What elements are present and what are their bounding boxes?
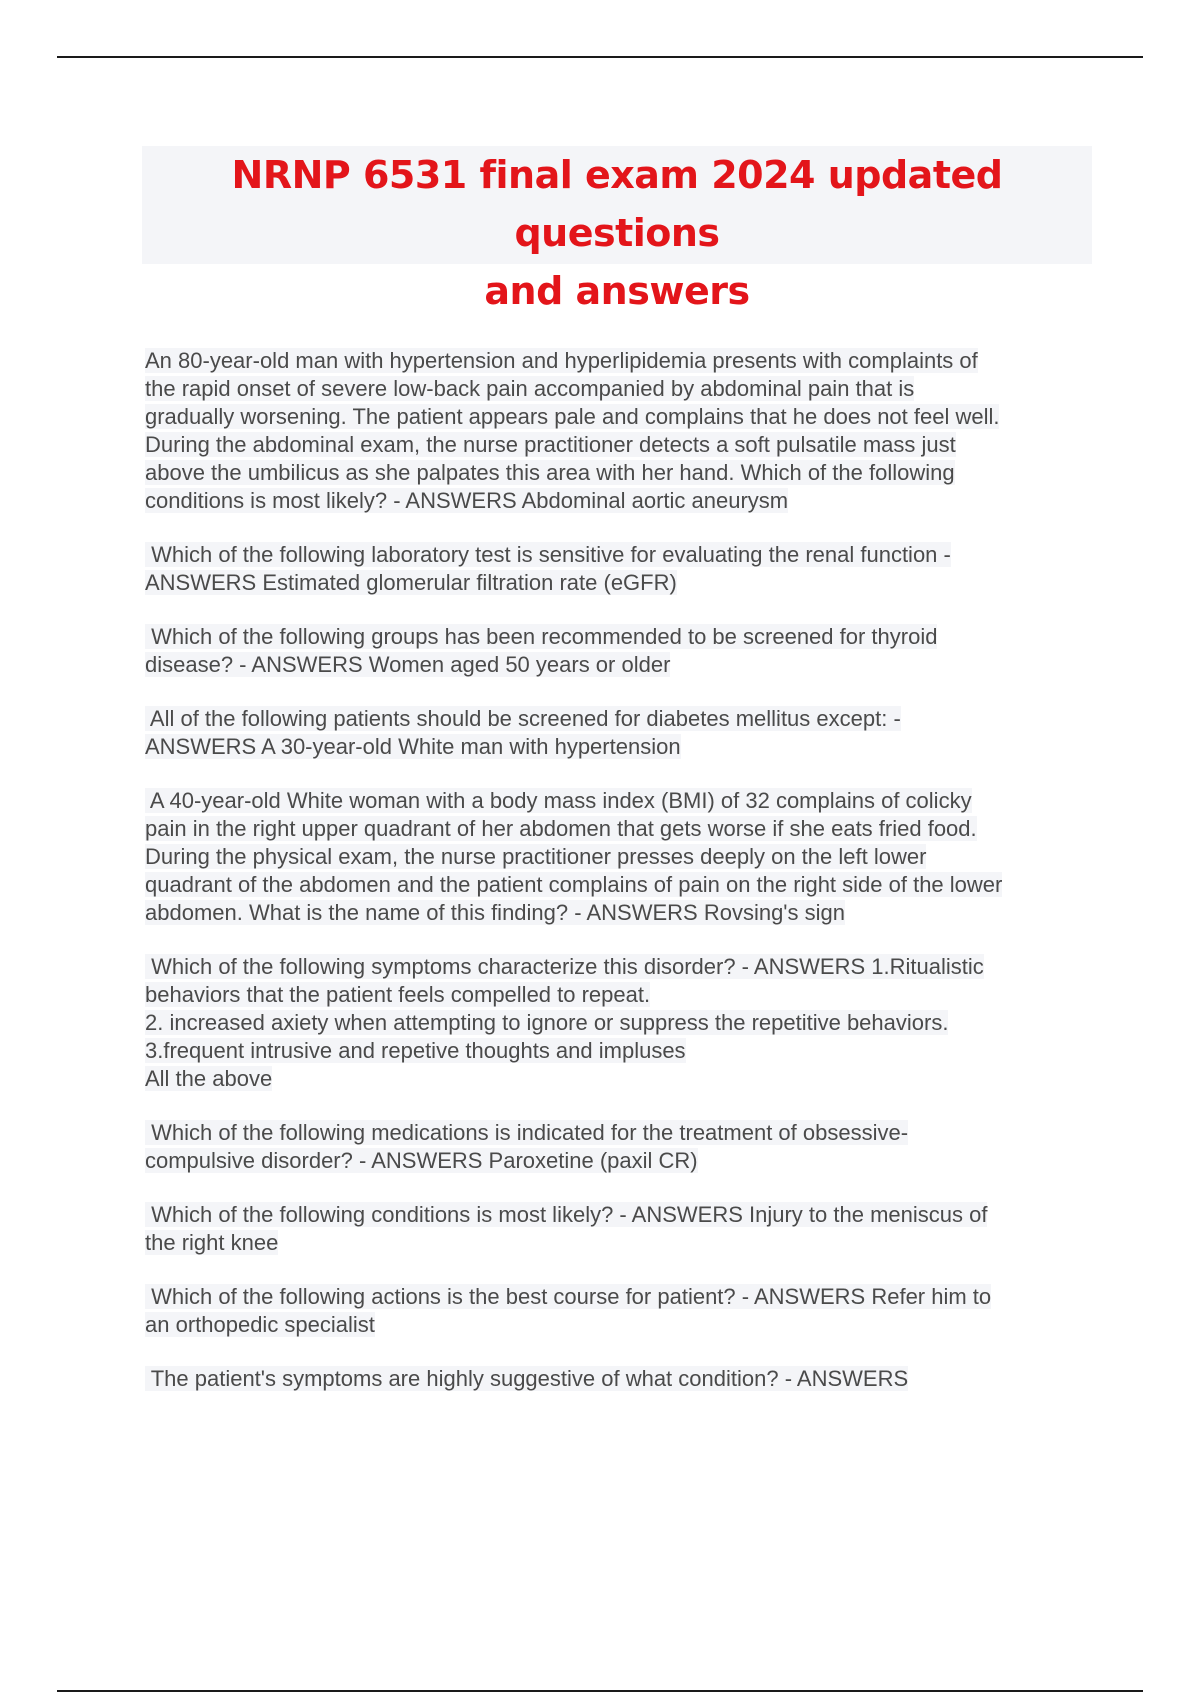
qa-line-text: disease? - ANSWERS Women aged 50 years or older (145, 652, 671, 677)
qa-line-text: The patient's symptoms are highly suggestive of what condition? - ANSWERS (145, 1366, 909, 1391)
qa-line (145, 1365, 1095, 1393)
qa-line-text: an orthopedic specialist (145, 1312, 375, 1337)
qa-line (145, 1283, 1095, 1311)
qa-line (145, 899, 1095, 927)
qa-line (145, 871, 1095, 899)
qa-line-text: An 80-year-old man with hypertension and hyperlipidemia presents with complaints of (145, 348, 978, 373)
qa-item (145, 623, 1095, 679)
title-line-1: NRNP 6531 final exam 2024 updated questions (231, 153, 1003, 255)
qa-line (145, 431, 1095, 459)
qa-line-text: pain in the right upper quadrant of her abdomen that gets worse if she eats fried food. (145, 816, 977, 841)
qa-line (145, 487, 1095, 515)
qa-line (145, 843, 1095, 871)
qa-line (145, 541, 1095, 569)
qa-line-text: abdomen. What is the name of this finding? - ANSWERS Rovsing's sign (145, 900, 845, 925)
qa-line-text: Which of the following groups has been recommended to be screened for thyroid (145, 624, 938, 649)
qa-line-text: 2. increased axiety when attempting to ignore or suppress the repetitive behaviors. (145, 1010, 949, 1035)
qa-line (145, 1311, 1095, 1339)
qa-line-text: behaviors that the patient feels compelled to repeat. (145, 982, 651, 1007)
qa-item (145, 1201, 1095, 1257)
qa-line (145, 459, 1095, 487)
qa-line-text: All of the following patients should be screened for diabetes mellitus except: - (145, 706, 901, 731)
qa-line (145, 981, 1095, 1009)
qa-line-text: the right knee (145, 1230, 279, 1255)
qa-line (145, 787, 1095, 815)
header-rule (57, 56, 1143, 58)
qa-item (145, 1119, 1095, 1175)
qa-line (145, 1147, 1095, 1175)
title-line-2: and answers (484, 269, 750, 313)
qa-item (145, 953, 1095, 1093)
qa-line (145, 1037, 1095, 1065)
qa-line-text: quadrant of the abdomen and the patient complains of pain on the right side of the lower (145, 872, 1003, 897)
qa-line (145, 623, 1095, 651)
title-box (142, 146, 1092, 313)
qa-item (145, 705, 1095, 761)
qa-line-text: A 40-year-old White woman with a body mass index (BMI) of 32 complains of colicky (145, 788, 972, 813)
qa-line-text: conditions is most likely? - ANSWERS Abdominal aortic aneurysm (145, 488, 789, 513)
qa-item (145, 787, 1095, 927)
qa-line (145, 1119, 1095, 1147)
qa-line-text: Which of the following laboratory test is sensitive for evaluating the renal function - (145, 542, 951, 567)
footer-rule (57, 1690, 1143, 1692)
qa-line (145, 1065, 1095, 1093)
qa-line (145, 953, 1095, 981)
qa-list (145, 347, 1095, 1419)
qa-line (145, 569, 1095, 597)
qa-item (145, 347, 1095, 515)
qa-line (145, 375, 1095, 403)
qa-line (145, 815, 1095, 843)
qa-line (145, 1229, 1095, 1257)
qa-line-text: compulsive disorder? - ANSWERS Paroxetine (paxil CR) (145, 1148, 698, 1173)
qa-line (145, 651, 1095, 679)
qa-line-text: Which of the following actions is the best course for patient? - ANSWERS Refer him to (145, 1284, 992, 1309)
qa-line (145, 403, 1095, 431)
document-title (142, 146, 1092, 320)
qa-line (145, 1009, 1095, 1037)
qa-line (145, 1201, 1095, 1229)
qa-line-text: Which of the following symptoms characterize this disorder? - ANSWERS 1.Ritualistic (145, 954, 984, 979)
qa-line-text: Which of the following medications is indicated for the treatment of obsessive- (145, 1120, 909, 1145)
qa-line-text: gradually worsening. The patient appears pale and complains that he does not feel well. (145, 404, 1000, 429)
qa-line (145, 347, 1095, 375)
qa-item (145, 1365, 1095, 1393)
qa-line-text: ANSWERS A 30-year-old White man with hypertension (145, 734, 681, 759)
qa-line-text: 3.frequent intrusive and repetive thoughts and impluses (145, 1038, 686, 1063)
qa-item (145, 1283, 1095, 1339)
qa-line-text: ANSWERS Estimated glomerular filtration rate (eGFR) (145, 570, 677, 595)
qa-line-text: During the physical exam, the nurse practitioner presses deeply on the left lower (145, 844, 927, 869)
qa-item (145, 541, 1095, 597)
qa-line (145, 733, 1095, 761)
qa-line-text: above the umbilicus as she palpates this area with her hand. Which of the following (145, 460, 955, 485)
qa-line-text: Which of the following conditions is most likely? - ANSWERS Injury to the meniscus of (145, 1202, 988, 1227)
qa-line (145, 705, 1095, 733)
qa-line-text: All the above (145, 1066, 273, 1091)
qa-line-text: the rapid onset of severe low-back pain accompanied by abdominal pain that is (145, 376, 915, 401)
qa-line-text: During the abdominal exam, the nurse practitioner detects a soft pulsatile mass just (145, 432, 956, 457)
